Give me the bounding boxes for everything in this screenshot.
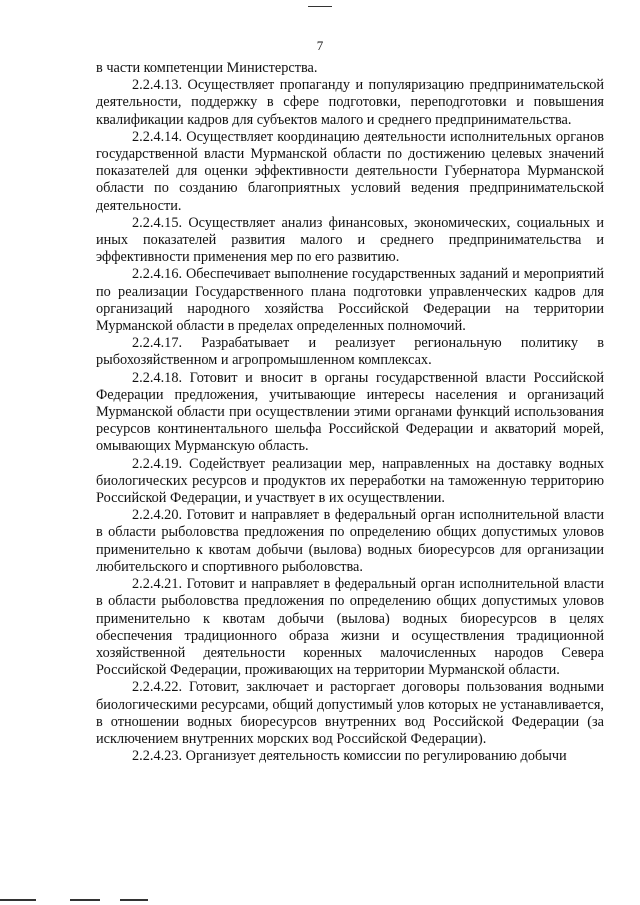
scan-mark-bottom [120, 899, 148, 901]
scan-mark-top [308, 6, 332, 7]
page-number: 7 [316, 38, 324, 53]
paragraph-2-2-4-19: 2.2.4.19. Содействует реализации мер, направленных на доставку водных биологических ресурсов и продуктов их переработки на таможенную территорию Российской Федерации, и участвует в их осуществлении. [96, 455, 604, 507]
document-body [96, 60, 604, 765]
paragraph-2-2-4-15: 2.2.4.15. Осуществляет анализ финансовых, экономических, социальных и иных показателей развития малого и среднего предпринимательства и эффективности применения мер по его развитию. [96, 214, 604, 266]
paragraph-2-2-4-18: 2.2.4.18. Готовит и вносит в органы государственной власти Российской Федерации предложения, учитывающие интересы населения и организаций Мурманской области при осуществлении этими органами функций использования ресурсов континентального шельфа Российской Федерации и акваторий морей, омывающих Мурманскую область. [96, 369, 604, 455]
scan-mark-bottom [70, 899, 100, 901]
paragraph-continuation: в части компетенции Министерства. [96, 60, 318, 76]
paragraph-2-2-4-14: 2.2.4.14. Осуществляет координацию деятельности исполнительных органов государственной власти Мурманской области по достижению целевых значений показателей для оценки эффективности деятельности Губернатора Мурманской области по созданию благоприятных условий ведения предпринимательской деятельности. [96, 128, 604, 214]
paragraph-2-2-4-17: 2.2.4.17. Разрабатывает и реализует региональную политику в рыбохозяйственном и агропромышленном комплексах. [96, 335, 604, 369]
scan-mark-bottom [0, 899, 36, 901]
paragraph-2-2-4-13: 2.2.4.13. Осуществляет пропаганду и популяризацию предпринимательской деятельности, поддержку в сфере подготовки, переподготовки и повышения квалификации кадров для субъектов малого и среднего предпринимательства. [96, 77, 604, 128]
paragraph-2-2-4-23: 2.2.4.23. Организует деятельность комиссии по регулированию добычи [132, 748, 567, 765]
paragraph-2-2-4-21: 2.2.4.21. Готовит и направляет в федеральный орган исполнительной власти в области рыболовства предложения по определению общих допустимых уловов применительно к квотам добычи (вылова) водных биоресурсов в целях обеспечения традиционного образа жизни и осуществления традиционной хозяйственной деятельности коренных малочисленных народов Севера Российской Федерации, проживающих на территории Мурманской области. [96, 576, 604, 679]
paragraph-2-2-4-16: 2.2.4.16. Обеспечивает выполнение государственных заданий и мероприятий по реализации Государственного плана подготовки управленческих кадров для организаций народного хозяйства Российской Федерации на территории Мурманской области в пределах определенных полномочий. [96, 266, 604, 335]
paragraph-2-2-4-20: 2.2.4.20. Готовит и направляет в федеральный орган исполнительной власти в области рыболовства предложения по определению общих допустимых уловов применительно к квотам добычи (вылова) водных биоресурсов для организации любительского и спортивного рыболовства. [96, 507, 604, 575]
paragraph-2-2-4-22: 2.2.4.22. Готовит, заключает и расторгает договоры пользования водными биологическими ресурсами, общий допустимый улов которых не устанавливается, в отношении водных биоресурсов внутренних вод Российской Федерации (за исключением внутренних морских вод Российской Федерации). [96, 679, 604, 747]
